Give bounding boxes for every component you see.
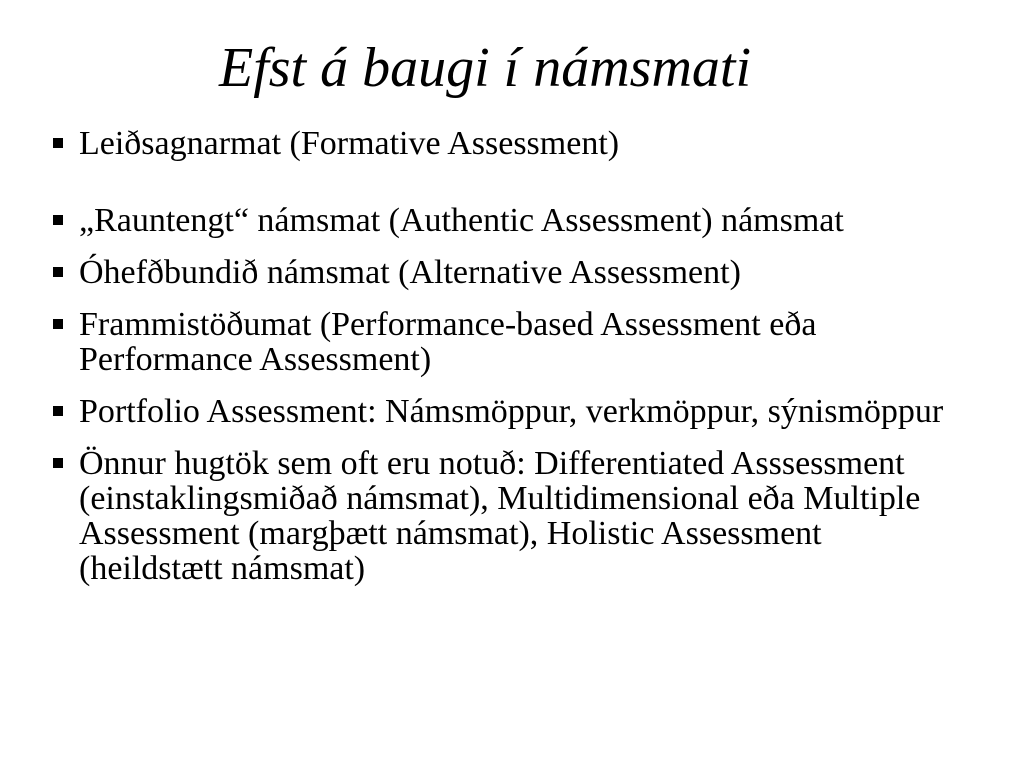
bullet-text: Portfolio Assessment: Námsmöppur, verkmöppur, sýnismöppur xyxy=(79,393,944,430)
bullet-text: Önnur hugtök sem oft eru notuð: Differentiated Asssessment (einstaklingsmiðað námsmat), Multidimensional eða Multiple Assessment (margþætt námsmat), Holistic Assessment (heildstætt námsmat) xyxy=(79,445,921,587)
square-bullet-icon xyxy=(53,138,63,148)
square-bullet-icon xyxy=(53,458,63,468)
bullet-item xyxy=(48,394,948,429)
square-bullet-icon xyxy=(53,319,63,329)
bullet-text: Óhefðbundið námsmat (Alternative Assessment) xyxy=(79,254,741,291)
bullet-item xyxy=(48,126,948,161)
square-bullet-icon xyxy=(53,215,63,225)
bullet-item xyxy=(48,203,948,238)
bullet-text: Frammistöðumat (Performance-based Assessment eða Performance Assessment) xyxy=(79,306,817,378)
bullet-text: Leiðsagnarmat (Formative Assessment) xyxy=(79,125,620,162)
bullet-item xyxy=(48,255,948,290)
square-bullet-icon xyxy=(53,406,63,416)
slide-title: Efst á baugi í námsmati xyxy=(218,37,752,99)
bullet-text: „Rauntengt“ námsmat (Authentic Assessment) námsmat xyxy=(79,202,844,239)
bullet-list xyxy=(48,126,948,586)
square-bullet-icon xyxy=(53,267,63,277)
bullet-item xyxy=(48,446,948,586)
bullet-item xyxy=(48,307,948,377)
